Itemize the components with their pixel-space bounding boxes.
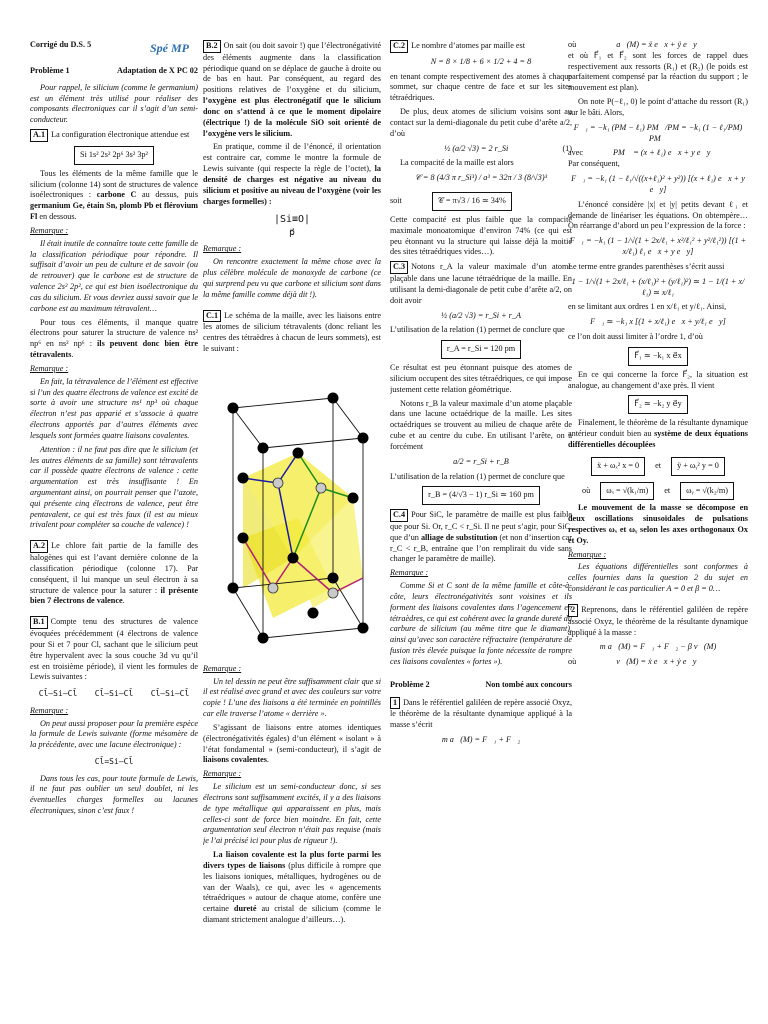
text: De plus, deux atomes de silicium voisins sont au contact sur la demi-diagonale du petit cube d’arête a/2, d’où: [390, 107, 572, 138]
a2-text: Le chlore fait partie de la famille des halogènes qui est l’avant dernière colonne de la classification périodique (colonne 17). Par conséquent, il lui manque un seul électron à sa structure de valence pour la saturer :: [30, 541, 198, 595]
text: L’énoncé considère |x| et |y| petits devant ℓ₁ et demande de linéariser les équations. On obtempère… On réarrange d’abord un peu l’expression de la force :: [568, 199, 748, 231]
question-c3: C.3: [390, 261, 408, 274]
a1-text: La configuration électronique attendue est: [51, 130, 190, 140]
result-ra: r_A = r_Si = 120 pm: [441, 340, 521, 359]
text: En ce qui concerne la force F⃗₂, la situation est analogue, au changement d’axe près. Il vient: [568, 369, 748, 390]
sio-lewis: |Si≡O| p⃗: [273, 214, 311, 237]
text: L’utilisation de la relation (1) permet de conclure que: [390, 471, 565, 481]
intro-text: Pour rappel, le silicium (comme le germanium) est un élément très utilisé pour réaliser des composants électroniques car il s’agit d’un semi-conducteur.: [30, 82, 198, 125]
remark-text: Le silicium est un semi-conducteur donc, si ses électrons sont suffisamment excités, il y a des liaisons de type métallique qui apparaissent en plus, mais celles-ci sont de force bien moindre. En fait, cette argumentation seul électron n’était pas requise (mais je l’ai précisé ici pour plus de rigueur !).: [203, 782, 381, 846]
remark-label: Remarque :: [203, 244, 242, 254]
probleme-1-heading: Problème 1: [30, 66, 70, 75]
accel-def: où a⃗(M) = ẍ e⃗x + ÿ e⃗y: [568, 40, 697, 49]
remark-label: Remarque :: [568, 549, 607, 559]
probleme-2-heading: Problème 2 Non tombé aux concours: [390, 679, 572, 689]
equation-rb: a/2 = r_Si + r_B: [453, 456, 509, 466]
remark-label: Remarque :: [203, 769, 242, 779]
question-c2: C.2: [390, 40, 408, 53]
spe-mp-logo: [150, 40, 198, 56]
config-box: Si 1s² 2s² 2p⁶ 3s² 3p²: [74, 146, 154, 165]
velocity-def: où v⃗(M) = ẋ e⃗x + ẏ e⃗y: [568, 657, 697, 667]
a2-bold: il présente bien 7 électrons de valence: [30, 585, 198, 606]
remark-text: On peut aussi proposer pour la première espèce la formule de Lewis suivante (forme mésomère de la précédente, avec une lacune électronique) :: [30, 718, 198, 750]
diamond-lattice-diagram: [203, 358, 381, 658]
hardness-text: La liaison covalente est la plus forte parmi les divers types de liaisons (plus difficile à rompre que les liaisons ioniques, métalliques, hydrogènes ou de van der Waals), ce qui, avec les « agencements tétraédriques » autour de chaque atome, confère une certaine dureté au cristal de silicium (comme le diamant strictement analogue d’ailleurs…).: [203, 850, 381, 924]
equation-f1: F⃗₁ = −k₁ (PM − ℓ₁) PM⃗/PM = −k₁ (1 − ℓ₁/PM) PM⃗: [573, 122, 743, 143]
remark-text: Comme Si et C sont de la même famille et côte-à-côte, leurs électronégativités sont voisines et ils forment des liaisons covalentes dans l’agencement en tétraèdres, ce qui est cohérent avec la grande dureté du carbure de silicium (au même titre que le diamant), ainsi qu’avec son caractère réfractaire (température de fusion très élevée puisque la fonte nécessite de rompre ces liaisons covalentes « fortes »).: [390, 581, 572, 666]
equation-f1-order1: F⃗₁ ≃ −k₁ x [(1 + x/ℓ₁) e⃗x + y/ℓ₁ e⃗y]: [590, 317, 726, 327]
result-rb: r_B = (4/√3 − 1) r_Si ≃ 160 pm: [422, 486, 540, 505]
pm-def: avec PM⃗ = (x + ℓ₁) e⃗x + y e⃗y: [568, 148, 711, 158]
question-2: 2: [568, 604, 578, 617]
result-f1: F⃗₁ ≃ −k₁ x e⃗x: [628, 347, 687, 366]
remark-text: On rencontre exactement la même chose avec la plus célèbre molécule de monoxyde de carbone (ce qui surprend peu vu que carbone et silicium sont dans la même famille comme déjà dit !).: [203, 257, 381, 299]
equation-ra: ½ (a/2 √3) = r_Si + r_A: [441, 310, 521, 320]
text: On note P(−ℓ₁, 0) le point d’attache du ressort (R₁) sur le bâti. Alors,: [568, 97, 748, 117]
equation-1: ½ (a/2 √3) = 2 r_Si (1): [444, 143, 572, 153]
text: Finalement, le théorème de la résultante dynamique antérieur conduit bien au système de deux équations différentielles découplées: [568, 418, 748, 449]
text: et où F⃗₁ et F⃗₂ sont les forces de rappel dues respectivement aux ressorts (R₁) et (R₂) (le poids est parfaitement compensé par la réaction du support ; le mouvement est plan).: [568, 50, 748, 93]
remark-label: Remarque :: [390, 568, 429, 578]
text: Le terme entre grandes parenthèses s’écrit aussi: [568, 261, 725, 271]
remark-text: Il était inutile de connaître toute cette famille de la classification périodique pour répondre. Il suffisait d’avoir un peu de culture et de savoir (ou de retrouver) que le carbone est de structure de valence 2s² 2p², ce qui est bien isoélectronique du cas du silicium. Et vous devriez aussi savoir que le carbone est au maximum tétravalent…: [30, 238, 198, 313]
lewis-sicl4: Cl̄–Si–Cl̄: [94, 689, 134, 699]
lewis-formulas: [30, 689, 198, 700]
column-4: où a⃗(M) = ẍ e⃗x + ÿ e⃗y et où F⃗₁ et F⃗₂ sont les forces de rappel dues respectivement aux ressorts (R₁) et (R₂) (le poids est parfaitement compensé par la réaction du support ; le mouvement est plan). On note P(−ℓ₁, 0) le point d’attache du ressort (R₁) sur le bâti. Alors, F⃗₁ = −k₁ (PM − ℓ₁) PM⃗/PM = −k₁ (1 − ℓ₁/PM) PM⃗ avec PM⃗ = (x + ℓ₁) e⃗x + y e⃗y Par conséquent, F⃗₁ = −k₁ (1 − ℓ₁/√((x+ℓ₁)² + y²)) [(x + ℓ₁) e⃗x + y e⃗y] L’énoncé considère |x| et |y| petits devant ℓ₁ et demande de linéariser les équations. On obtempère… On réarrange d’abord un peu l’expression de la force : F⃗₁ = −k₁ (1 − 1/√(1 + 2x/ℓ₁ + x²/ℓ₁² + y²/ℓ₁²)) [(1 + x/ℓ₁) ℓ₁ e⃗x + y e⃗y] Le terme entre grandes parenthèses s’écrit aussi 1 − 1/√(1 + 2x/ℓ₁ + (x/ℓ₁)² + (y/ℓ₁)²) ≃ 1 − 1/(1 + x/ℓ₁) ≃ x/ℓ₁ en se limitant aux ordres 1 en x/ℓ₁ et y/ℓ₁. Ainsi, F⃗₁ ≃ −k₁ x [(1 + x/ℓ₁) e⃗x + y/ℓ₁ e⃗y] ce l’on doit aussi limiter à l’ordre 1, d’où F⃗₁ ≃ −k₁ x e⃗x En ce qui concerne la force F⃗₂, la situation est analogue, au changement d’axe près. Il vient F⃗₂ ≃ −k₂ y e⃗y Finalement, le théorème de la résultante dynamique antérieur conduit bien au système de deux équations différentielles découplées ẍ + ωₓ² x = 0 et ÿ + ωᵧ² y = 0 où ωₓ = √(k₁/m) et ωᵧ = √(k₂/m) Le mouvement de la masse se décompose en deux oscillations sinusoïdales de pulsations respectives ωₓ et ωᵧ selon les axes orthogonaux Ox et Oy. Remarque : Les équations différentielles sont conformes à celles fournies dans la question 2 du sujet en considérant le cas particulier A = 0 et β = 0… 2 Reprenons, dans le référentiel galiléen de repère associé Oxyz, le théorème de la résultante dynamique appliqué à la masse : m a⃗(M) = F⃗₁ + F⃗₂ − β v⃗(M) où v⃗(M) = ẋ e⃗x + ẏ e⃗y: [568, 40, 748, 667]
equation-n: N = 8 × 1/8 + 6 × 1/2 + 4 = 8: [430, 56, 532, 66]
question-b2: B.2: [203, 40, 221, 53]
question-b1: B.1: [30, 616, 48, 629]
lewis-sicl6: Cl̄–Si–Cl̄: [150, 689, 190, 699]
column-1: Corrigé du D.S. 5 Spé MP Problème 1 Adaptation de X PC 02 Pour rappel, le silicium (comme le germanium) est un élément très utilisé pour réaliser des composants électroniques car il s’agit d’un semi-conducteur. A.1 La configuration électronique attendue est Si 1s² 2s² 2p⁶ 3s² 3p² Tous les éléments de la même famille que le silicium (colonne 14) sont de structures de valence isoélectroniques : carbone C au dessus, puis germanium Ge, étain Sn, plomb Pb et flérovium Fl en dessous. Remarque : Il était inutile de connaître toute cette famille de la classification périodique pour répondre. Il suffisait d’avoir un peu de culture et de savoir (ou de retrouver) que le carbone est de structure de valence 2s² 2p², ce qui est bien isoélectronique du cas du silicium. Et vous devriez aussi savoir que le carbone est au maximum tétravalent… Pour tous ces éléments, il manque quatre électrons pour saturer la structure de valence ns² np⁶ en ns² np⁶ : ils peuvent donc bien être tétravalents. Remarque : En fait, la tétravalence de l’élément est effective si l’un des quatre électrons de valence est excité de sorte à avoir une structure ns¹ np³ où chaque électron n’est pas apparié et s’associe à quatre électrons apportés par d’autres éléments avec lesquels sont formées quatre liaisons covalentes. Attention : il ne faut pas dire que le silicium (et les autres éléments de sa famille) sont tétravalents car il possède quatre électrons de valence : cette argumentation est très insuffisante ! En argumentant ainsi, on pourrait penser que l’azote, qui présente cinq électrons de valence, peut être pentavalent, ce qui est très faux (il est au mieux trivalent pour compléter sa couche de valence) ! A.2 Le chlore fait partie de la famille des halogènes qui est l’avant dernière colonne de la classification périodique (colonne 17). Par conséquent, il lui manque un seul électron à sa structure de valence pour la saturer : il présente bien 7 électrons de valence. B.1 Compte tenu des structures de valence évoquées précédemment (4 électrons de valence pour Si et 7 pour Cl, sachant que le silicium peut être hypervalent avec la sous couche 3d vu qu’il est en troisième période), il vient les formules de Lewis suivantes : Cl̄–Si–Cl̄ Cl̄–Si–Cl̄ Cl̄–Si–Cl̄ Remarque : On peut aussi proposer pour la première espèce la formule de Lewis suivante (forme mésomère de la précédente, avec une lacune électronique) : Cl̄=Si–Cl̄ Dans tous les cas, pour toute formule de Lewis, il ne faut pas oublier un seul doublet, ni les éventuelles charges formelles ou lacunes électroniques, sinon c’est faux !: [30, 40, 198, 816]
column-3: C.2 Le nombre d’atomes par maille est N = 8 × 1/8 + 6 × 1/2 + 4 = 8 en tenant compte respectivement des atomes à chaque sommet, sur chaque centre de face et sur les sites tétraédriques. De plus, deux atomes de silicium voisins sont au contact sur la demi-diagonale du petit cube d’arête a/2, d’où ½ (a/2 √3) = 2 r_Si (1) La compacité de la maille est alors 𝒞 = 8 (4/3 π r_Si³) / a³ = 32π / 3 (8/√3)³ soit 𝒞 = π√3 / 16 ≃ 34% Cette compacité est plus faible que la compacité maximale monoatomique d’environ 74% (ce qui est peu étonnant vu la structure qui laisse déjà la moitié des sites tétraédriques vides…). C.3 Notons r_A la valeur maximale d’un atome plaçable dans une lacune tétraédrique de la maille. En utilisant la demi-diagonale de petit cube d’arête a/2, on doit avoir ½ (a/2 √3) = r_Si + r_A L’utilisation de la relation (1) permet de conclure que r_A = r_Si = 120 pm Ce résultat est peu étonnant puisque des atomes de silicium occupent des sites tétraédriques, ce qui impose justement cette relation géométrique. Notons r_B la valeur maximale d’un atome plaçable dans une lacune octaédrique de la maille. Les sites octaédriques se trouvent au milieu de chaque arête de cube et au centre du cube. En utilisant l’arête, on a forcément a/2 = r_Si + r_B L’utilisation de la relation (1) permet de conclure que r_B = (4/√3 − 1) r_Si ≃ 160 pm C.4 Pour SiC, le paramètre de maille est plus faible que pour Si. Or, r_C < r_Si. Il ne peut s’agir, pour SiC, que d’un alliage de substitution (et non d’insertion car r_C < r_B, entraîne que l’on remplirait du vide sans changer le paramètre de maille). Remarque : Comme Si et C sont de la même famille et côte-à-côte, leurs électronégativités sont voisines et ils forment des liaisons covalentes dans l’agencement en tétraèdres, ce qui est cohérent avec la grande dureté du carbure de silicium (au même titre que le diamant), ainsi qu’avec son caractère réfractaire (température de fusion très élevée puisque la fonte nécessite de rompre ces liaisons covalentes « fortes »). Problème 2 Non tombé aux concours 1 Dans le référentiel galiléen de repère associé Oxyz, le théorème de la résultante dynamique appliqué à la masse s’écrit m a⃗(M) = F⃗₁ + F⃗₂: [390, 41, 572, 745]
b1-text: Compte tenu des structures de valence évoquées précédemment (4 électrons de valence pour Si et 7 pour Cl, sachant que le silicium peut être hypervalent avec la sous couche 3d vu qu’il est en troisième période), il vient les formules de Lewis suivantes :: [30, 617, 198, 682]
text: L’utilisation de la relation (1) permet de conclure que: [390, 325, 565, 335]
question-c1: C.1: [203, 310, 221, 323]
text: Par conséquent,: [568, 159, 620, 169]
remark-label: Remarque :: [30, 225, 69, 235]
svg-text:Spé MP: Spé MP: [150, 41, 189, 55]
remark-text: Les équations différentielles sont conformes à celles fournies dans la question 2 du sujet en considérant le cas particulier A = 0 et β = 0…: [568, 562, 748, 594]
text: Cette compacité est plus faible que la compacité maximale monoatomique d’environ 74% (ce qui est peu étonnant vu la structure qui laisse déjà la moitié des sites tétraédriques vides…).: [390, 214, 572, 257]
question-a2: A.2: [30, 540, 48, 553]
question-a1: A.1: [30, 129, 48, 142]
family-text: Tous les éléments de la même famille que le silicium (colonne 14) sont de structures de valence isoélectroniques : carbone C au dessus, puis germanium Ge, étain Sn, plomb Pb et flérovium Fl en dessous.: [30, 168, 198, 222]
equation-pfd: m a⃗(M) = F⃗₁ + F⃗₂: [441, 735, 521, 745]
sio-text: En pratique, comme il de l’énoncé, il orientation est contraire car, comme le montre la formule de Lewis suivante (qui respecte la règle de l’octet), la densité de charges est négative au niveau du silicium et positive au niveau de l’oxygène (voir les charges formelles) :: [203, 142, 381, 206]
diff-equations: ẍ + ωₓ² x = 0 et ÿ + ωᵧ² y = 0: [568, 454, 748, 479]
pulsations: où ωₓ = √(k₁/m) et ωᵧ = √(k₂/m): [568, 479, 748, 504]
lewis-mesomere: Cl̄=Si–Cl̄: [94, 757, 134, 767]
question-1: 1: [390, 697, 400, 710]
text: Ce résultat est peu étonnant puisque des atomes de silicium occupent des sites tétraédriques, ce qui impose justement cette relation géométrique.: [390, 363, 572, 394]
result-f2: F⃗₂ ≃ −k₂ y e⃗y: [628, 395, 687, 414]
equation-f1-rearranged: F⃗₁ = −k₁ (1 − 1/√(1 + 2x/ℓ₁ + x²/ℓ₁² + y²/ℓ₁²)) [(1 + x/ℓ₁) ℓ₁ e⃗x + y e⃗y]: [569, 236, 747, 257]
remark-label: Remarque :: [30, 705, 69, 715]
compacite-result: soit 𝒞 = π√3 / 16 ≃ 34%: [390, 188, 572, 215]
column-2: B.2 On sait (ou doit savoir !) que l’électronégativité des éléments augmente dans la classification périodique quand on se déplace de gauche à droite ou de bas en haut. Par conséquent, au regard des positions relatives de l’oxygène et du silicium, l’oxygène est plus électronégatif que le silicium donc on s’attend à ce que le moment dipolaire (électrique !) de la molécule SiO soit orienté de l’oxygène vers le silicium. En pratique, comme il de l’énoncé, il orientation est contraire car, comme le montre la formule de Lewis suivante (qui respecte la règle de l’octet), la densité de charges est négative au niveau du silicium et positive au niveau de l’oxygène (voir les charges formelles) : |Si≡O| p⃗ Remarque : On rencontre exactement la même chose avec la plus célèbre molécule de monoxyde de carbone (ce qui surprend peu vu que carbone et silicium sont dans la même famille comme déjà dit !). C.1 Le schéma de la maille, avec les liaisons entre les atomes de silicium tétravalents (donc reliant les centres des tétraèdres à chacun de leurs sommets), est le suivant : Remarque : Un tel dessin ne peut être suffisamment clair que si il est réalisé avec grand et avec des couleurs sur votre copie ! L’une des liaisons a été terminée en pointillés car elle traverse l’atome « derrière ». S’agissant de liaisons entre atomes identiques (électronégativités égales) d’un élément « isolant » à l’état fondamental » (semi-conducteur), il s’agit de liaisons covalentes. Remarque : Le silicium est un semi-conducteur donc, si ses électrons sont suffisamment excités, il y a des liaisons de type métallique qui apparaissent en plus, mais celles-ci sont de force bien moindre. En fait, cette argumentation seul électron n’était pas requise (mais je l’ai précisé ici pour plus de rigueur !). La liaison covalente est la plus forte parmi les divers types de liaisons (plus difficile à rompre que les liaisons ioniques, métalliques, hydrogènes ou de van der Waals), ce qui, avec les « agencements tétraédriques » autour de chaque atome, confère une certaine dureté au cristal de silicium (comme le diamant strictement analogue d’ailleurs…).: [203, 41, 381, 924]
remark-label: Remarque :: [203, 663, 242, 673]
equation-f1-full: F⃗₁ = −k₁ (1 − ℓ₁/√((x+ℓ₁)² + y²)) [(x + ℓ₁) e⃗x + y e⃗y]: [571, 174, 745, 194]
doc-title: Corrigé du D.S. 5: [30, 40, 92, 49]
remark-text: En fait, la tétravalence de l’élément est effective si l’un des quatre électrons de valence est excité de sorte à avoir une structure ns¹ np³ où chaque électron n’est pas apparié et s’associe à quatre électrons apportés par d’autres éléments avec lesquels sont formées quatre liaisons covalentes.: [30, 376, 198, 440]
text: La compacité de la maille est alors: [400, 158, 514, 168]
text: en tenant compte respectivement des atomes à chaque sommet, sur chaque centre de face et sur les sites tétraédriques.: [390, 71, 572, 103]
text: ce l’on doit aussi limiter à l’ordre 1, d’où: [568, 332, 703, 342]
covalent-text: S’agissant de liaisons entre atomes identiques (électronégativités égales) d’un élément « isolant » à l’état fondamental » (semi-conducteur), il s’agit de liaisons covalentes.: [203, 722, 381, 765]
equation-pfd-2: m a⃗(M) = F⃗₁ + F⃗₂ − β v⃗(M): [599, 642, 717, 652]
remark-text: Un tel dessin ne peut être suffisamment clair que si il est réalisé avec grand et avec des couleurs sur votre copie ! L’une des liaisons a été terminée en pointillés car elle traverse l’atome « derrière ».: [203, 676, 381, 719]
question-c4: C.4: [390, 509, 408, 522]
text: Le mouvement de la masse se décompose en deux oscillations sinusoïdales de pulsations respectives ωₓ et ωᵧ selon les axes orthogonaux Ox et Oy.: [568, 503, 748, 545]
tetravalence-text: Pour tous ces éléments, il manque quatre électrons pour saturer la structure de valence ns² np⁶ en ns² np⁶ : ils peuvent donc bien être tétravalents.: [30, 317, 198, 360]
text: en se limitant aux ordres 1 en x/ℓ₁ et y/ℓ₁. Ainsi,: [568, 302, 727, 312]
lewis-sicl2: Cl̄–Si–Cl̄: [38, 689, 78, 699]
equation-compacite: 𝒞 = 8 (4/3 π r_Si³) / a³ = 32π / 3 (8/√3)³: [414, 173, 548, 183]
adaptation-label: Adaptation de X PC 02: [117, 66, 198, 75]
equation-approx: 1 − 1/√(1 + 2x/ℓ₁ + (x/ℓ₁)² + (y/ℓ₁)²) ≃ 1 − 1/(1 + x/ℓ₁) ≃ x/ℓ₁: [571, 276, 745, 297]
remark-label: Remarque :: [30, 363, 69, 373]
closing-text: Dans tous les cas, pour toute formule de Lewis, il ne faut pas oublier un seul doublet, ni les éventuelles charges formelles ou lacunes électroniques, sinon c’est faux !: [30, 773, 198, 816]
remark-text: Attention : il ne faut pas dire que le silicium (et les autres éléments de sa famille) sont tétravalents car il possède quatre électrons de valence : cette argumentation est très insuffisante ! En argumentant ainsi, on pourrait penser que l’azote, qui présente cinq électrons de valence, peut être pentavalent, ce qui est très faux (il est au mieux trivalent pour compléter sa couche de valence) !: [30, 444, 198, 530]
text: Notons r_B la valeur maximale d’un atome plaçable dans une lacune octaédrique de la maille. Les sites octaédriques se trouvent au milieu de chaque arête de cube et au centre du cube. En utilisant l’arête, on a forcément: [390, 398, 572, 451]
